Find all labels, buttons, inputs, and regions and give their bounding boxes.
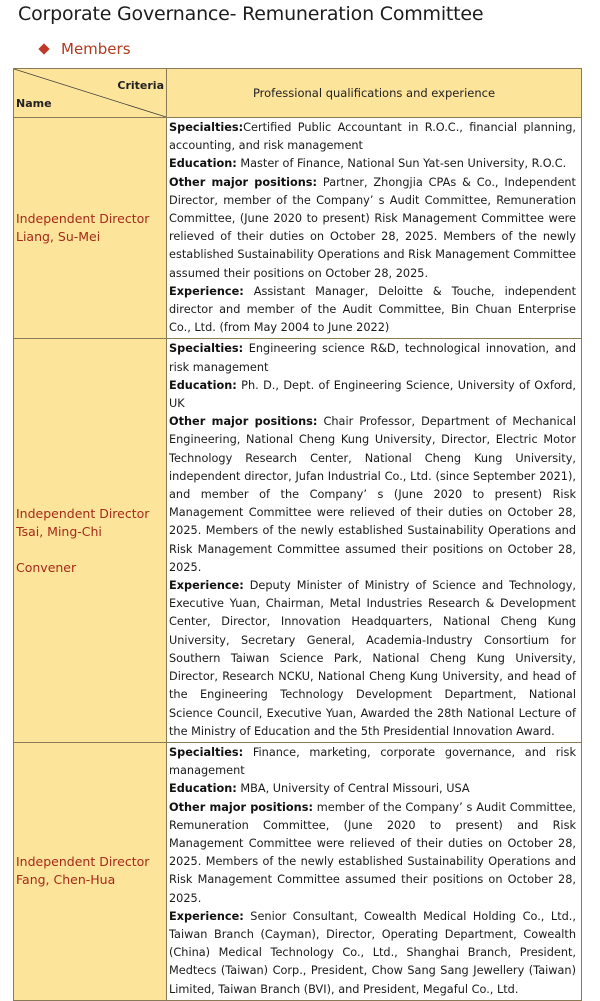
members-table xyxy=(13,68,582,1001)
member-name: Liang, Su-Mei xyxy=(16,229,101,245)
member-role: Convener xyxy=(16,559,77,575)
other-positions: Other major positions: Partner, Zhongjia CPAs & Co., Independent Director, member of the Company’ s Audit Committee, Remuneration Committee, (June 2020 to present) Risk Management Committee were relieved of their duties on October 28, 2025. Members of the newly established Sustainability Operations and Risk Management Committee assumed their positions on October 28, 2025. xyxy=(169,175,576,280)
member-title: Independent Director xyxy=(16,211,150,227)
other-positions: Other major positions: member of the Company’ s Audit Committee, Remuneration Committee, (June 2020 to present) and Risk Management Committee were relieved of their duties on October 28, 2025. Members of the newly established Sustainability Operations and Risk Management Committee assumed their positions on October 28, 2025. xyxy=(169,800,576,905)
specialties: Specialties:Certified Public Accountant in R.O.C., financial planning, accounting, and risk management xyxy=(169,121,576,153)
member-name-cell xyxy=(14,118,167,339)
member-name: Fang, Chen-Hua xyxy=(16,872,116,888)
education: Education: Ph. D., Dept. of Engineering Science, University of Oxford, UK xyxy=(169,378,576,411)
member-qualifications-cell xyxy=(167,742,582,1000)
member-name: Tsai, Ming-Chi xyxy=(16,523,102,539)
table-row xyxy=(14,118,582,339)
member-qualifications-cell xyxy=(167,339,582,742)
criteria-label: Criteria xyxy=(117,79,164,92)
specialties: Specialties: Engineering science R&D, technological innovation, and risk management xyxy=(169,342,576,374)
experience: Experience: Senior Consultant, Cowealth Medical Holding Co., Ltd., Taiwan Branch (Cayman), Director, Operating Department, Cowealth (China) Medical Technology Co., Ltd., Shanghai Branch, President, Medtecs (Taiwan) Corp., President, Chow Sang Sang Jewellery (Taiwan) Limited, Taiwan Branch (BVI), and President, Megaful Co., Ltd. xyxy=(169,909,576,996)
section-title: Members xyxy=(61,40,131,58)
page-title: Corporate Governance- Remuneration Committee xyxy=(18,3,484,25)
member-name-cell xyxy=(14,339,167,742)
table-row xyxy=(14,742,582,1000)
experience: Experience: Deputy Minister of Ministry of Science and Technology, Executive Yuan, Chairman, Metal Industries Research & Development Center, Director, Innovation Headquarters, National Cheng Kung University, Secretary General, Academia-Industry Consortium for Southern Taiwan Science Park, National Cheng Kung University, Director, Research NCKU, National Cheng Kung University, and head of the Engineering Technology Development Department, National Science Council, Executive Yuan, Awarded the 28th National Lecture of the Ministry of Education and the 5th Presidential Innovation Award. xyxy=(169,579,576,738)
member-title: Independent Director xyxy=(16,854,150,870)
education: Education: MBA, University of Central Missouri, USA xyxy=(169,782,470,796)
diamond-icon xyxy=(38,43,49,54)
other-positions: Other major positions: Chair Professor, Department of Mechanical Engineering, National Cheng Kung University, Director, Electric Motor Technology Research Center, National Cheng Kung University, independent director, Jufan Industrial Co., Ltd. (since September 2021), and member of the Company’ s (June 2020 to present) Risk Management Committee were relieved of their duties on October 28, 2025. Members of the newly established Sustainability Operations and Risk Management Committee assumed their positions on October 28, 2025. xyxy=(169,415,576,574)
member-title: Independent Director xyxy=(16,505,150,521)
table-row xyxy=(14,339,582,742)
table-header-row xyxy=(14,69,582,118)
name-label: Name xyxy=(16,97,52,110)
specialties: Specialties: Finance, marketing, corporate governance, and risk management xyxy=(169,745,576,778)
diagonal-header-cell xyxy=(14,69,167,118)
member-qualifications-cell xyxy=(167,118,582,339)
member-name-cell xyxy=(14,742,167,1000)
qualifications-header: Professional qualifications and experience xyxy=(167,69,582,118)
experience: Experience: Assistant Manager, Deloitte & Touche, independent director and member of the Audit Committee, Bin Chuan Enterprise Co., Ltd. (from May 2004 to June 2022) xyxy=(169,284,576,335)
section-heading xyxy=(38,40,131,58)
education: Education: Master of Finance, National Sun Yat-sen University, R.O.C. xyxy=(169,157,567,171)
